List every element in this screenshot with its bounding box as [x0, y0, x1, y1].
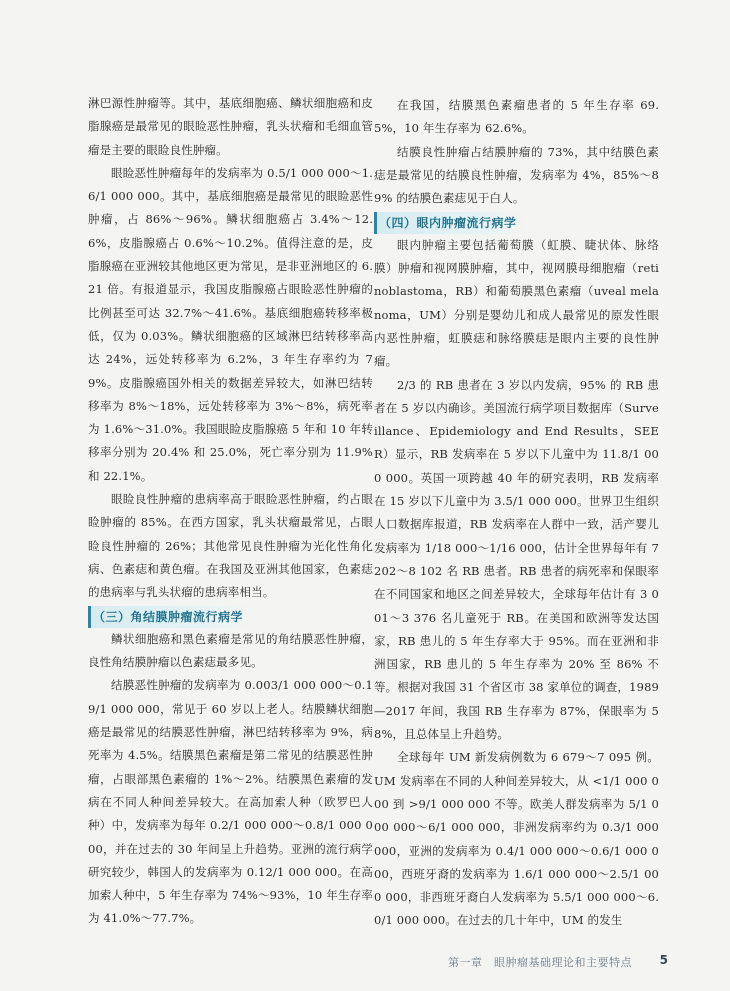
paragraph-eyelid-tumor-types: 淋巴源性肿瘤等。其中，基底细胞癌、鳞状细胞癌和皮脂腺癌是最常见的眼睑恶性肿瘤，乳头状瘤和毛细血管瘤是主要的眼睑良性肿瘤。 — [88, 96, 373, 157]
paragraph-intraocular-overview: 眼内肿瘤主要包括葡萄膜（虹膜、睫状体、脉络膜）肿瘤和视网膜肿瘤，其中，视网膜母细胞瘤（retinoblastoma，RB）和葡萄膜黑色素瘤（uveal melanoma，UM）分别是婴幼儿和成人最常见的原发性眼内恶性肿瘤，虹膜痣和脉络膜痣是眼内主要的良性肿瘤。 — [374, 237, 659, 369]
paragraph-china-conjunctival-melanoma: 在我国，结膜黑色素瘤患者的 5 年生存率 69.5%，10 年生存率为 62.6%。 — [374, 98, 659, 136]
section-heading-wrapper — [88, 605, 373, 628]
paragraph-conjunctival-malignant: 结膜恶性肿瘤的发病率为 0.003/1 000 000～0.19/1 000 000，常见于 60 岁以上老人。结膜鳞状细胞癌是最常见的结膜恶性肿瘤，淋巴结转移率为 9%，病死率为 4.5%。结膜黑色素瘤是第二常见的结膜恶性肿瘤，占眼部黑色素瘤的 1%～2%。结膜黑色素瘤的发病在不同人种间差异较大。在高加索人种（欧罗巴人种）中，发病率为每年 0.2/1 000 000～0.8/1 000 000，并在过去的 30 年间呈上升趋势。亚洲的流行病学研究较少，韩国人的发病率为 0.12/1 000 000。在高加索人种中，5 年生存率为 74%～93%，10 年生存率为 41.0%～77.7%。 — [88, 678, 373, 926]
page-number: 5 — [659, 953, 668, 967]
section-heading-conjunctival-tumors: （三）角结膜肿瘤流行病学 — [88, 606, 251, 628]
running-footer-chapter: 第一章 眼肿瘤基础理论和主要特点 — [448, 956, 632, 969]
page-footer — [0, 952, 730, 972]
section-heading-wrapper — [374, 210, 659, 233]
left-column — [88, 92, 373, 931]
section-heading-intraocular-tumors: （四）眼内肿瘤流行病学 — [374, 212, 525, 234]
paragraph-retinoblastoma-epidemiology: 2/3 的 RB 患者在 3 岁以内发病，95% 的 RB 患者在 5 岁以内确诊。美国流行病学项目数据库（Surveillance、Epidemiology and End Results，SEER）显示，RB 发病率在 5 岁以下儿童中为 11.8/1 000 000。英国一项跨越 40 年的研究表明，RB 发病率在 15 岁以下儿童中为 3.5/1 000 000。世界卫生组织人口数据库报道，RB 发病率在人群中一致，活产婴儿发病率为 1/18 000～1/16 000，估计全世界每年有 7 202～8 102 名 RB 患者。RB 患者的病死率和保眼率在不同国家和地区之间差异较大，全球每年估计有 3 001～3 376 名儿童死于 RB。在美国和欧洲等发达国家，RB 患儿的 5 年生存率大于 95%。而在亚洲和非洲国家，RB 患儿的 5 年生存率为 20% 至 86% 不等。根据对我国 31 个省区市 38 家单位的调查，1989—2017 年间，我国 RB 生存率为 87%，保眼率为 58%，且总体呈上升趋势。 — [374, 377, 659, 742]
paragraph-eyelid-malignant-incidence: 眼睑恶性肿瘤每年的发病率为 0.5/1 000 000～1.6/1 000 000。其中，基底细胞癌是最常见的眼睑恶性肿瘤，占 86%～96%。鳞状细胞癌占 3.4%～12.6%，皮脂腺癌占 0.6%～10.2%。值得注意的是，皮脂腺癌在亚洲较其他地区更为常见，是非亚洲地区的 6.21 倍。有报道显示，我国皮脂腺癌占眼睑恶性肿瘤的比例甚至可达 32.7%～41.6%。基底细胞癌转移率极低，仅为 0.03%。鳞状细胞癌的区域淋巴结转移率高达 24%，远处转移率为 6.2%，3 年生存率约为 79%。皮脂腺癌国外相关的数据差异较大，如淋巴结转移率为 8%～18%，远处转移率为 3%～8%，病死率为 1.6%～31.0%。我国眼睑皮脂腺癌 5 年和 10 年转移率分别为 20.4% 和 25.0%，死亡率分别为 11.9% 和 22.1%。 — [88, 165, 373, 483]
paragraph-eyelid-benign: 眼睑良性肿瘤的患病率高于眼睑恶性肿瘤，约占眼睑肿瘤的 85%。在西方国家，乳头状瘤最常见，占眼睑良性肿瘤的 26%；其他常见良性肿瘤为光化性角化病、色素痣和黄色瘤。在我国及亚洲其他国家，色素痣的患病率与乳头状瘤的患病率相当。 — [88, 492, 373, 600]
paragraph-uveal-melanoma-epidemiology: 全球每年 UM 新发病例数为 6 679～7 095 例。UM 发病率在不同的人种间差异较大，从 <1/1 000 000 到 >9/1 000 000 不等。欧美人群发病率为 5/1 000 000～6/1 000 000，非洲发病率约为 0.3/1 000 000，亚洲的发病率为 0.4/1 000 000～0.6/1 000 000，西班牙裔的发病率为 1.6/1 000 000～2.5/1 000 000，非西班牙裔白人发病率为 5.5/1 000 000～6.0/1 000 000。在过去的几十年中，UM 的发生 — [374, 750, 659, 928]
paragraph-conjunctival-benign: 结膜良性肿瘤占结膜肿瘤的 73%，其中结膜色素痣是最常见的结膜良性肿瘤，发病率为 4%，85%～89% 的结膜色素痣见于白人。 — [374, 144, 659, 206]
paragraph-conjunctival-overview: 鳞状细胞癌和黑色素瘤是常见的角结膜恶性肿瘤，良性角结膜肿瘤以色素痣最多见。 — [88, 631, 373, 670]
right-column — [374, 94, 659, 933]
